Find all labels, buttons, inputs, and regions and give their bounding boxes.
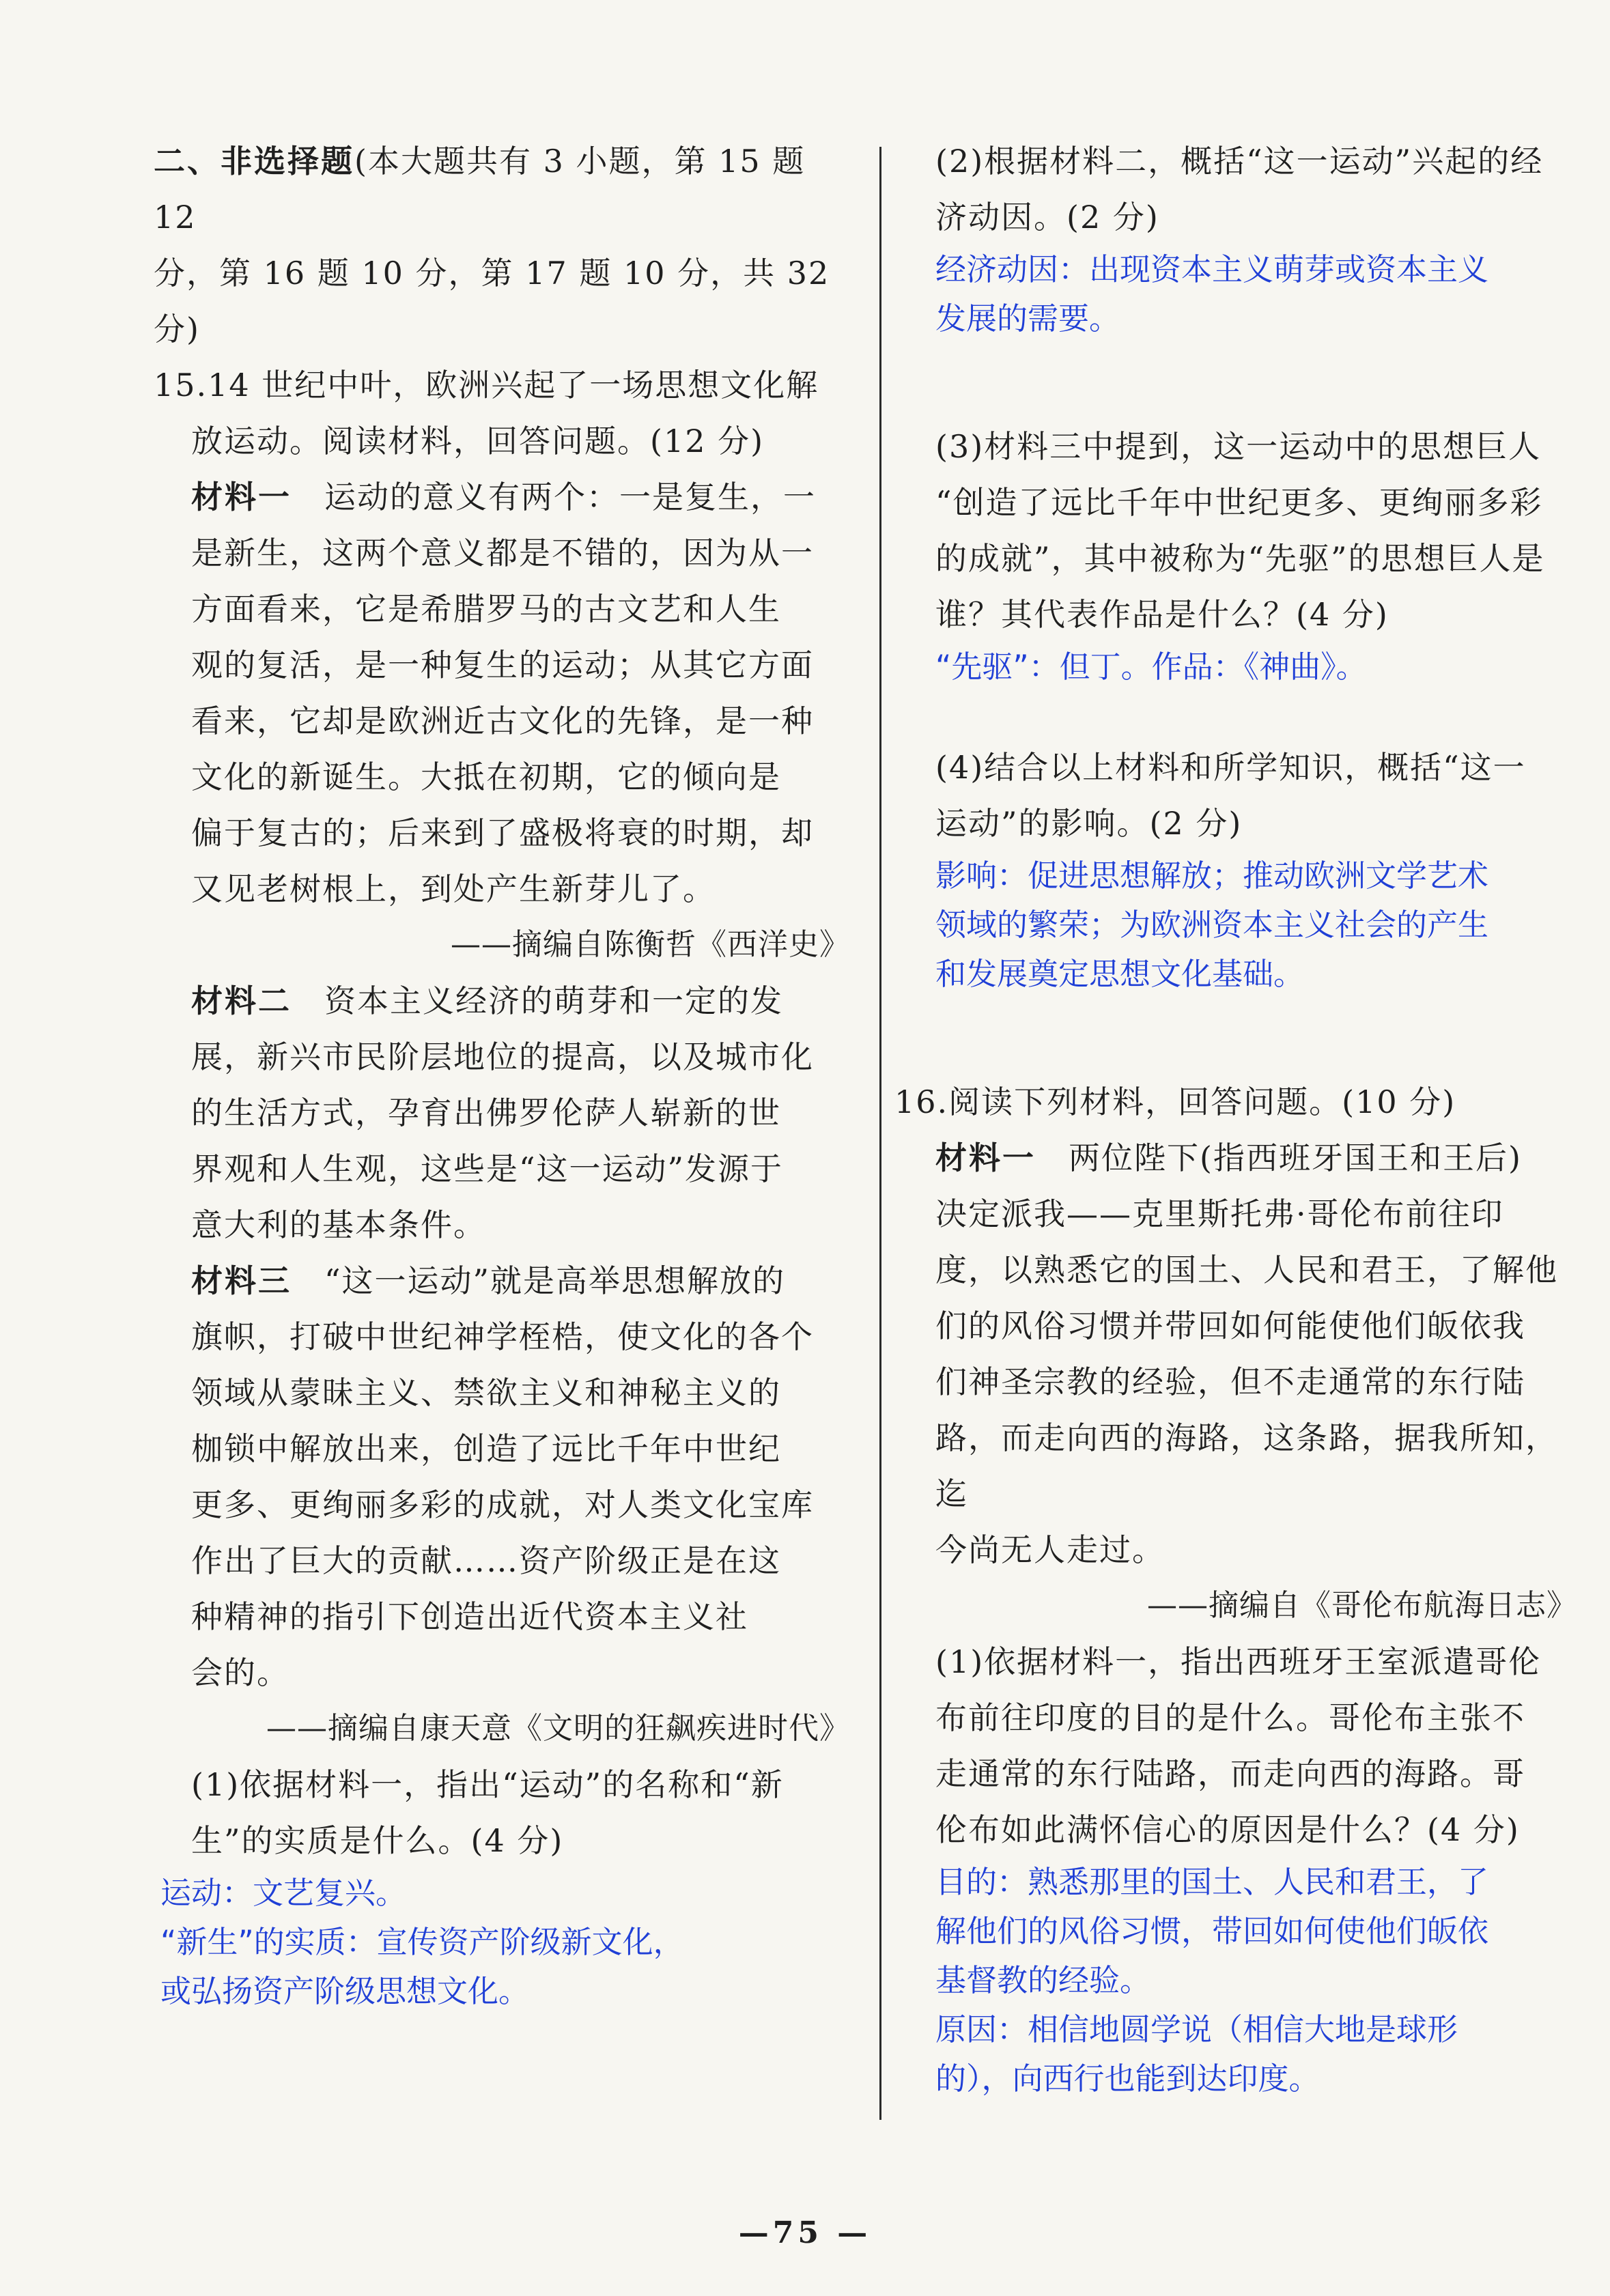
answer-1 — [154, 1869, 850, 2016]
answer-line: 发展的需要。 — [935, 300, 1120, 337]
answer-line: 基督教的经验。 — [935, 1962, 1151, 1998]
sub-question-4: (4)结合以上材料和所学知识，概括“这一 — [935, 749, 1526, 786]
material-label: 材料二 — [191, 982, 292, 1019]
right-column — [894, 133, 1577, 2103]
answer-2 — [935, 245, 1577, 343]
material-line: 的生活方式，孕育出佛罗伦萨人崭新的世 — [191, 1094, 781, 1131]
material-line: 今尚无人走过。 — [935, 1531, 1165, 1568]
q16-sub-question-1: 布前往印度的目的是什么。哥伦布主张不 — [935, 1699, 1525, 1736]
material-line: 偏于复古的；后来到了盛极将衰的时期，却 — [191, 814, 814, 851]
left-column — [154, 133, 850, 2016]
material-line: 枷锁中解放出来，创造了远比千年中世纪 — [191, 1430, 781, 1467]
section-note: (本大题共有 3 小题，第 15 题 12 — [154, 143, 806, 236]
sub-question-3: “创造了远比千年中世纪更多、更绚丽多彩 — [935, 484, 1543, 521]
q16-sub-question-1: (1)依据材料一，指出西班牙王室派遣哥伦 — [935, 1643, 1542, 1680]
sub-question-3: (3)材料三中提到，这一运动中的思想巨人 — [935, 428, 1542, 465]
sub-question-3: 谁？其代表作品是什么？(4 分) — [935, 596, 1389, 633]
sub-question-4: 运动”的影响。(2 分) — [935, 805, 1243, 842]
material-line: 文化的新诞生。大抵在初期，它的倾向是 — [191, 759, 781, 795]
answer-line: 的），向西行也能到达印度。 — [935, 2060, 1320, 2097]
material-line: 路，而走向西的海路，这条路，据我所知，迄 — [935, 1419, 1558, 1512]
answer-line: 目的：熟悉那里的国土、人民和君王，了 — [935, 1864, 1489, 1900]
material-line: 种精神的指引下创造出近代资本主义社 — [191, 1598, 748, 1635]
answer-line: 原因：相信地圆学说（相信大地是球形 — [935, 2011, 1458, 2047]
material-line: 旗帜，打破中世纪神学桎梏，使文化的各个 — [191, 1318, 814, 1355]
material-line: 决定派我——克里斯托弗·哥伦布前往印 — [935, 1195, 1504, 1232]
material-line: 材料二 资本主义经济的萌芽和一定的发 — [191, 982, 783, 1019]
sub-question-3: 的成就”，其中被称为“先驱”的思想巨人是 — [935, 540, 1545, 577]
answer-3 — [935, 642, 1577, 692]
section-title: 二、非选择题 — [154, 143, 354, 180]
material-source: ——摘编自《哥伦布航海日志》 — [1147, 1588, 1577, 1623]
material-three — [154, 1253, 850, 1757]
material-label: 材料一 — [191, 479, 292, 515]
material-line: 方面看来，它是希腊罗马的古文艺和人生 — [191, 591, 781, 627]
material-line: 是新生，这两个意义都是不错的，因为从一 — [191, 535, 814, 571]
q16-stem: 16.阅读下列材料，回答问题。(10 分) — [894, 1083, 1456, 1120]
material-line: 作出了巨大的贡献……资产阶级正是在这 — [191, 1542, 781, 1579]
material-line: 看来，它却是欧洲近古文化的先锋，是一种 — [191, 703, 814, 739]
material-source: ——摘编自康天意《文明的狂飙疾进时代》 — [266, 1711, 850, 1746]
material-label: 材料一 — [935, 1139, 1036, 1176]
material-line: 领域从蒙昧主义、禁欲主义和神秘主义的 — [191, 1374, 781, 1411]
material-line: 度，以熟悉它的国土、人民和君王，了解他 — [935, 1251, 1558, 1288]
q16-sub-question-1: 伦布如此满怀信心的原因是什么？(4 分) — [935, 1811, 1520, 1848]
q16-answer-1 — [935, 1858, 1577, 2103]
answer-line: 领域的繁荣；为欧洲资本主义社会的产生 — [935, 907, 1489, 943]
answer-line: 运动：文艺复兴。 — [160, 1875, 407, 1911]
material-source: ——摘编自陈衡哲《西洋史》 — [451, 927, 850, 962]
q15-stem-line1: 15.14 世纪中叶，欧洲兴起了一场思想文化解 — [154, 367, 819, 403]
answer-line: “新生”的实质：宣传资产阶级新文化， — [160, 1924, 684, 1960]
material-two — [154, 973, 850, 1253]
material-line: 界观和人生观，这些是“这一运动”发源于 — [191, 1150, 784, 1187]
material-line: 材料一 两位陛下(指西班牙国王和王后) — [935, 1139, 1522, 1176]
answer-line: 或弘扬资产阶级思想文化。 — [160, 1973, 530, 2009]
page-number: —75 — — [738, 2215, 872, 2250]
material-line: 材料三 “这一运动”就是高举思想解放的 — [191, 1262, 786, 1299]
material-label: 材料三 — [191, 1262, 292, 1299]
material-line: 会的。 — [191, 1654, 289, 1691]
q16-sub-question-1: 走通常的东行陆路，而走向西的海路。哥 — [935, 1755, 1525, 1792]
material-line: 展，新兴市民阶层地位的提高，以及城市化 — [191, 1038, 814, 1075]
section-note-line2: 分，第 16 题 10 分，第 17 题 10 分，共 32 分) — [154, 255, 830, 348]
answer-4 — [935, 851, 1577, 999]
q15-stem-line2: 放运动。阅读材料，回答问题。(12 分) — [191, 423, 765, 459]
material-line: 材料一 运动的意义有两个：一是复生，一 — [191, 479, 816, 515]
material-line: 们的风俗习惯并带回如何能使他们皈依我 — [935, 1307, 1525, 1344]
sub-question-2: 济动因。(2 分) — [935, 199, 1159, 236]
material-line: 意大利的基本条件。 — [191, 1206, 486, 1243]
material-line: 观的复活，是一种复生的运动；从其它方面 — [191, 647, 814, 683]
section-heading — [154, 133, 850, 245]
material-one — [154, 469, 850, 973]
material-line: 又见老树根上，到处产生新芽儿了。 — [191, 870, 716, 907]
column-divider — [879, 147, 881, 2120]
sub-question-1: 生”的实质是什么。(4 分) — [191, 1822, 564, 1859]
answer-line: 解他们的风俗习惯，带回如何使他们皈依 — [935, 1913, 1489, 1949]
q16-material-one — [935, 1130, 1577, 1634]
material-line: 更多、更绚丽多彩的成就，对人类文化宝库 — [191, 1486, 814, 1523]
answer-line: “先驱”：但丁。作品：《神曲》。 — [935, 649, 1367, 685]
answer-line: 经济动因：出现资本主义萌芽或资本主义 — [935, 251, 1489, 287]
material-line: 们神圣宗教的经验，但不走通常的东行陆 — [935, 1363, 1525, 1400]
answer-line: 和发展奠定思想文化基础。 — [935, 956, 1305, 992]
answer-line: 影响：促进思想解放；推动欧洲文学艺术 — [935, 858, 1489, 894]
sub-question-1: (1)依据材料一，指出“运动”的名称和“新 — [191, 1766, 784, 1803]
sub-question-2: (2)根据材料二，概括“这一运动”兴起的经 — [935, 143, 1544, 180]
